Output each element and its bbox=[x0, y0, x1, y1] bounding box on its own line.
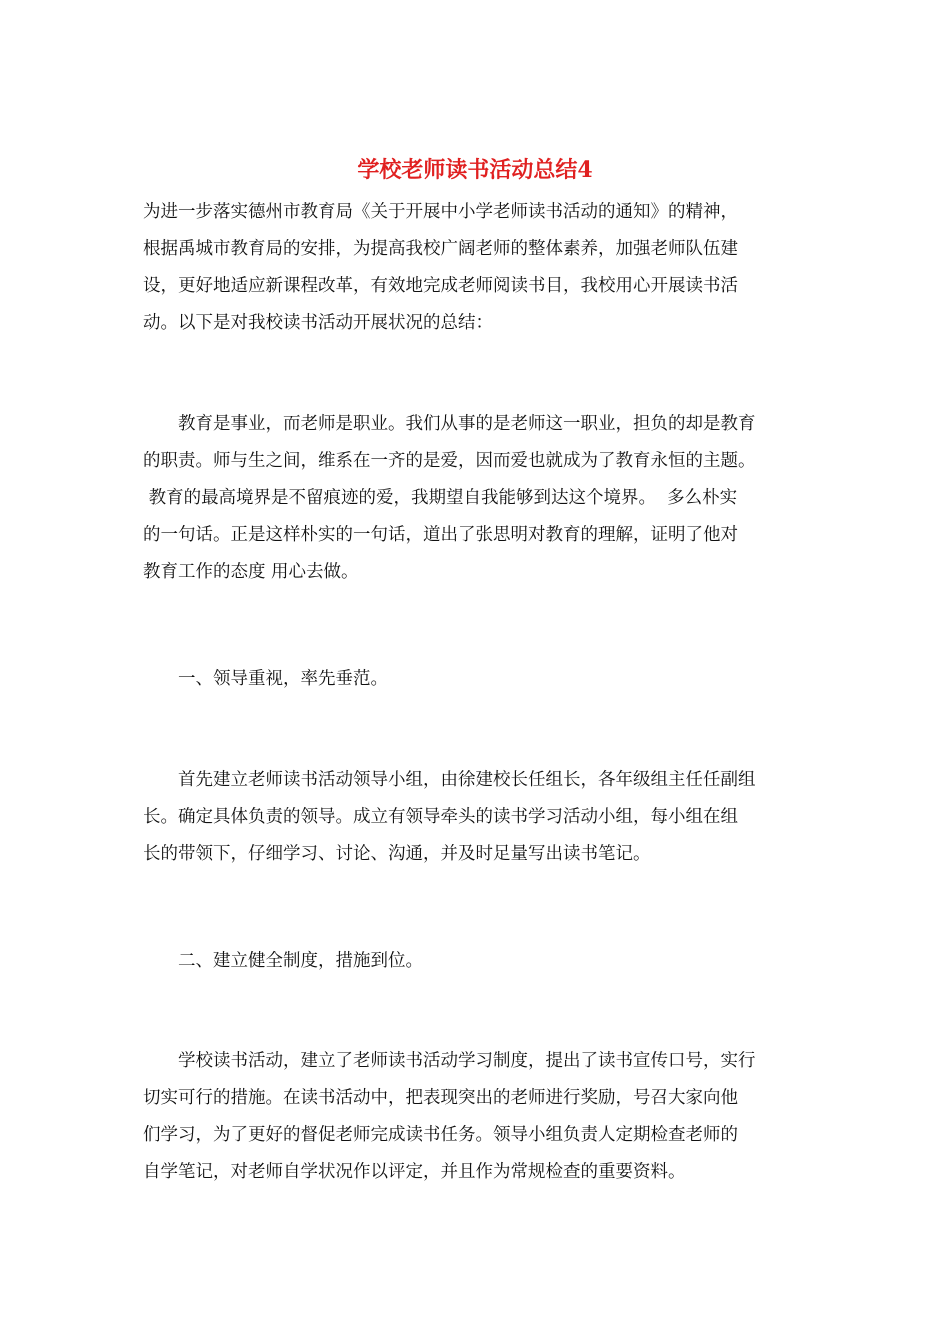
paragraph-line: 教育工作的态度 用心去做。 bbox=[143, 562, 359, 582]
intro-paragraph bbox=[143, 194, 813, 342]
paragraph-line: 长。确定具体负责的领导。成立有领导牵头的读书学习活动小组，每小组在组 bbox=[143, 807, 738, 827]
paragraph-line: 们学习，为了更好的督促老师完成读书任务。领导小组负责人定期检查老师的 bbox=[143, 1125, 738, 1145]
section-heading-2: 二、建立健全制度，措施到位。 bbox=[178, 951, 423, 971]
paragraph-system bbox=[143, 1043, 813, 1191]
paragraph-line: 动。以下是对我校读书活动开展状况的总结： bbox=[143, 313, 493, 333]
paragraph-line: 设，更好地适应新课程改革，有效地完成老师阅读书目，我校用心开展读书活 bbox=[143, 276, 738, 296]
paragraph-line: 的职责。师与生之间，维系在一齐的是爱，因而爱也就成为了教育永恒的主题。 bbox=[143, 451, 756, 471]
section-heading-1: 一、领导重视，率先垂范。 bbox=[178, 669, 388, 689]
paragraph-line: 自学笔记，对老师自学状况作以评定，并且作为常规检查的重要资料。 bbox=[143, 1162, 686, 1182]
paragraph-line: 首先建立老师读书活动领导小组，由徐建校长任组长，各年级组主任任副组 bbox=[178, 770, 756, 790]
paragraph-line: 为进一步落实德州市教育局《关于开展中小学老师读书活动的通知》的精神， bbox=[143, 202, 738, 222]
paragraph-education bbox=[143, 406, 813, 591]
paragraph-line: 的一句话。正是这样朴实的一句话，道出了张思明对教育的理解，证明了他对 bbox=[143, 525, 738, 545]
paragraph-line: 教育的最高境界是不留痕迹的爱，我期望自我能够到达这个境界。 多么朴实 bbox=[143, 488, 738, 508]
paragraph-line: 长的带领下，仔细学习、讨论、沟通，并及时足量写出读书笔记。 bbox=[143, 844, 651, 864]
paragraph-line: 学校读书活动，建立了老师读书活动学习制度，提出了读书宣传口号，实行 bbox=[178, 1051, 756, 1071]
paragraph-line: 根据禹城市教育局的安排，为提高我校广阔老师的整体素养，加强老师队伍建 bbox=[143, 239, 738, 259]
document-title: 学校老师读书活动总结4 bbox=[357, 157, 593, 183]
paragraph-line: 教育是事业，而老师是职业。我们从事的是老师这一职业，担负的却是教育 bbox=[178, 414, 756, 434]
paragraph-leadership bbox=[143, 762, 813, 873]
paragraph-line: 切实可行的措施。在读书活动中，把表现突出的老师进行奖励，号召大家向他 bbox=[143, 1088, 738, 1108]
